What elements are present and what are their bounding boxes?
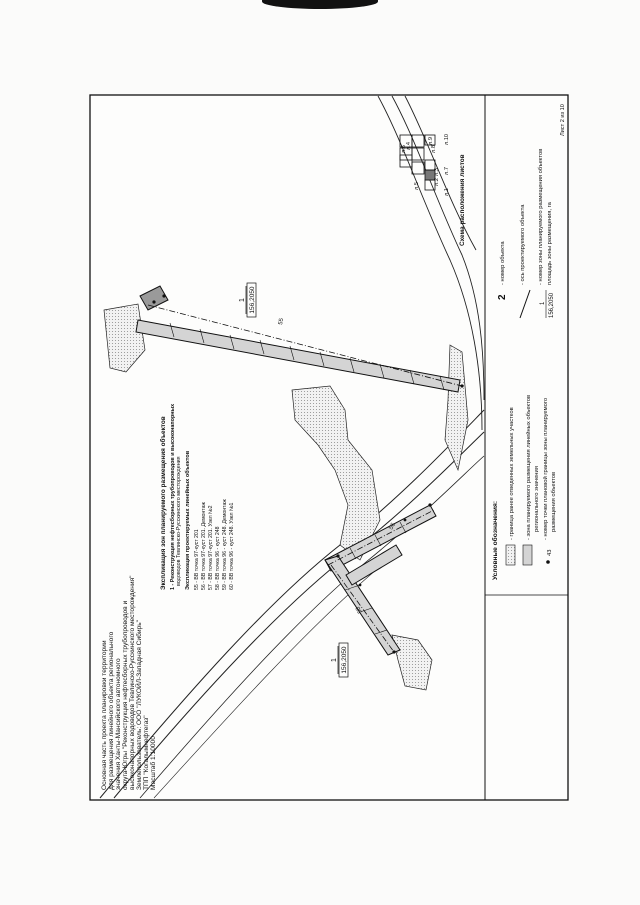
legend-sample-number: 2: [497, 294, 508, 300]
title-line-7: ТПП "Когалымнефтегаз": [143, 715, 150, 790]
explication-item-56: 56 - ВВ точка 97-куст 201. Демонтаж: [201, 502, 207, 590]
scheme-sheet-2: л.2: [434, 178, 440, 186]
scheme-sheet-5: л.5: [414, 182, 420, 190]
title-line-8: Масштаб 1:10000: [150, 736, 157, 790]
zone-label-area-2: 156,2050: [341, 646, 348, 674]
scheme-title: Схема расположения листов: [459, 154, 466, 246]
legend-swatch-parcel: [506, 545, 515, 565]
legend-parcel-label: - граница ранее отведенных земельных участков: [509, 407, 515, 540]
title-line-2: для размещения линейного объекта регионального: [108, 631, 115, 790]
scheme-sheet-6: л.6: [401, 145, 407, 153]
title-line-6: Землепользователь: ООО "ЛУКОЙЛ-Западная Сибирь": [136, 619, 143, 790]
sheet-label: Лист 2 из 10: [560, 104, 566, 136]
explication-object-1: 1 - Реконструкция нефтесборных трубопроводов и высоконапорных: [170, 403, 176, 590]
legend-object-number-label: - номер объекта: [500, 241, 506, 285]
scheme-sheet-1: л.1: [444, 188, 450, 196]
explication-title: Экспликация зон планируемого размещения объектов: [160, 416, 167, 590]
legend-sample-zone-number: 1: [540, 301, 546, 305]
explication-item-59: 59 - ВВ точка 96 - куст 248. Демонтаж: [222, 499, 228, 590]
title-line-1: Основная часть проекта планировки территории: [101, 640, 108, 790]
title-line-3: значения Ханты-Мансийского автономного: [115, 658, 122, 790]
explication-item-60: 60 - ВВ точка 96 - куст 248. Узел №1: [229, 502, 235, 590]
legend-sample-zone-area: 156,2050: [549, 292, 555, 318]
legend-point-marker: [546, 560, 550, 564]
title-line-4: округа-Югры "Реконструкция нефтесборных трубопроводов и: [122, 600, 129, 790]
line-label-58: 58: [355, 605, 364, 614]
explication-subtitle: Экспликация проектируемых линейных объектов: [185, 450, 191, 590]
legend-point-label-2: размещения объектов: [551, 471, 557, 532]
legend-title: Условные обозначения:: [492, 500, 499, 580]
explication-item-57: 57 - ВВ точка 97-куст 201. Узел №2: [208, 505, 214, 590]
explication-object-2: водоводов Тевлинско-Русскинского месторождения: [176, 456, 182, 586]
zone-label-number-2: 1: [331, 658, 338, 662]
scheme-sheet-7: л.7: [444, 167, 450, 175]
scheme-sheet-9: л.9: [428, 137, 434, 145]
line-label-56: 56: [388, 522, 397, 531]
line-label-55: 55: [278, 317, 286, 326]
legend-swatch-zone: [523, 545, 532, 565]
legend-zone-label: - зона планируемого размещения линейных объектов: [526, 394, 532, 540]
scheme-sheet-10: л.10: [444, 133, 450, 145]
scheme-sheet-8: л.8: [431, 145, 437, 153]
legend-zone-number-label: - номер зоны планируемого размещения объектов: [538, 148, 544, 285]
legend-axis-label: - ось проектируемого объекта: [520, 204, 526, 285]
legend-zone-label-2: регионального значения: [534, 466, 540, 532]
explication-item-58: 58 - ВВ точка 96 - куст 248: [215, 526, 221, 590]
scheme-sheet-4: л.4: [406, 142, 412, 150]
legend-point-label: - номер точки плановой границы зоны планируемого: [543, 397, 549, 540]
zone-label-area: 156,2050: [249, 286, 256, 314]
title-line-5: высоконапорных водоводов Тевлинско-Русскинского месторождения": [129, 575, 136, 790]
legend-sample-point: 43: [547, 549, 553, 556]
scheme-sheet-3: л.3: [434, 168, 440, 176]
legend-zone-area-label: площадь зоны размещения, га: [547, 202, 553, 285]
zone-label-number: 1: [239, 298, 246, 302]
explication-item-55: 55 - ВВ точка 97-куст 201: [194, 529, 200, 590]
